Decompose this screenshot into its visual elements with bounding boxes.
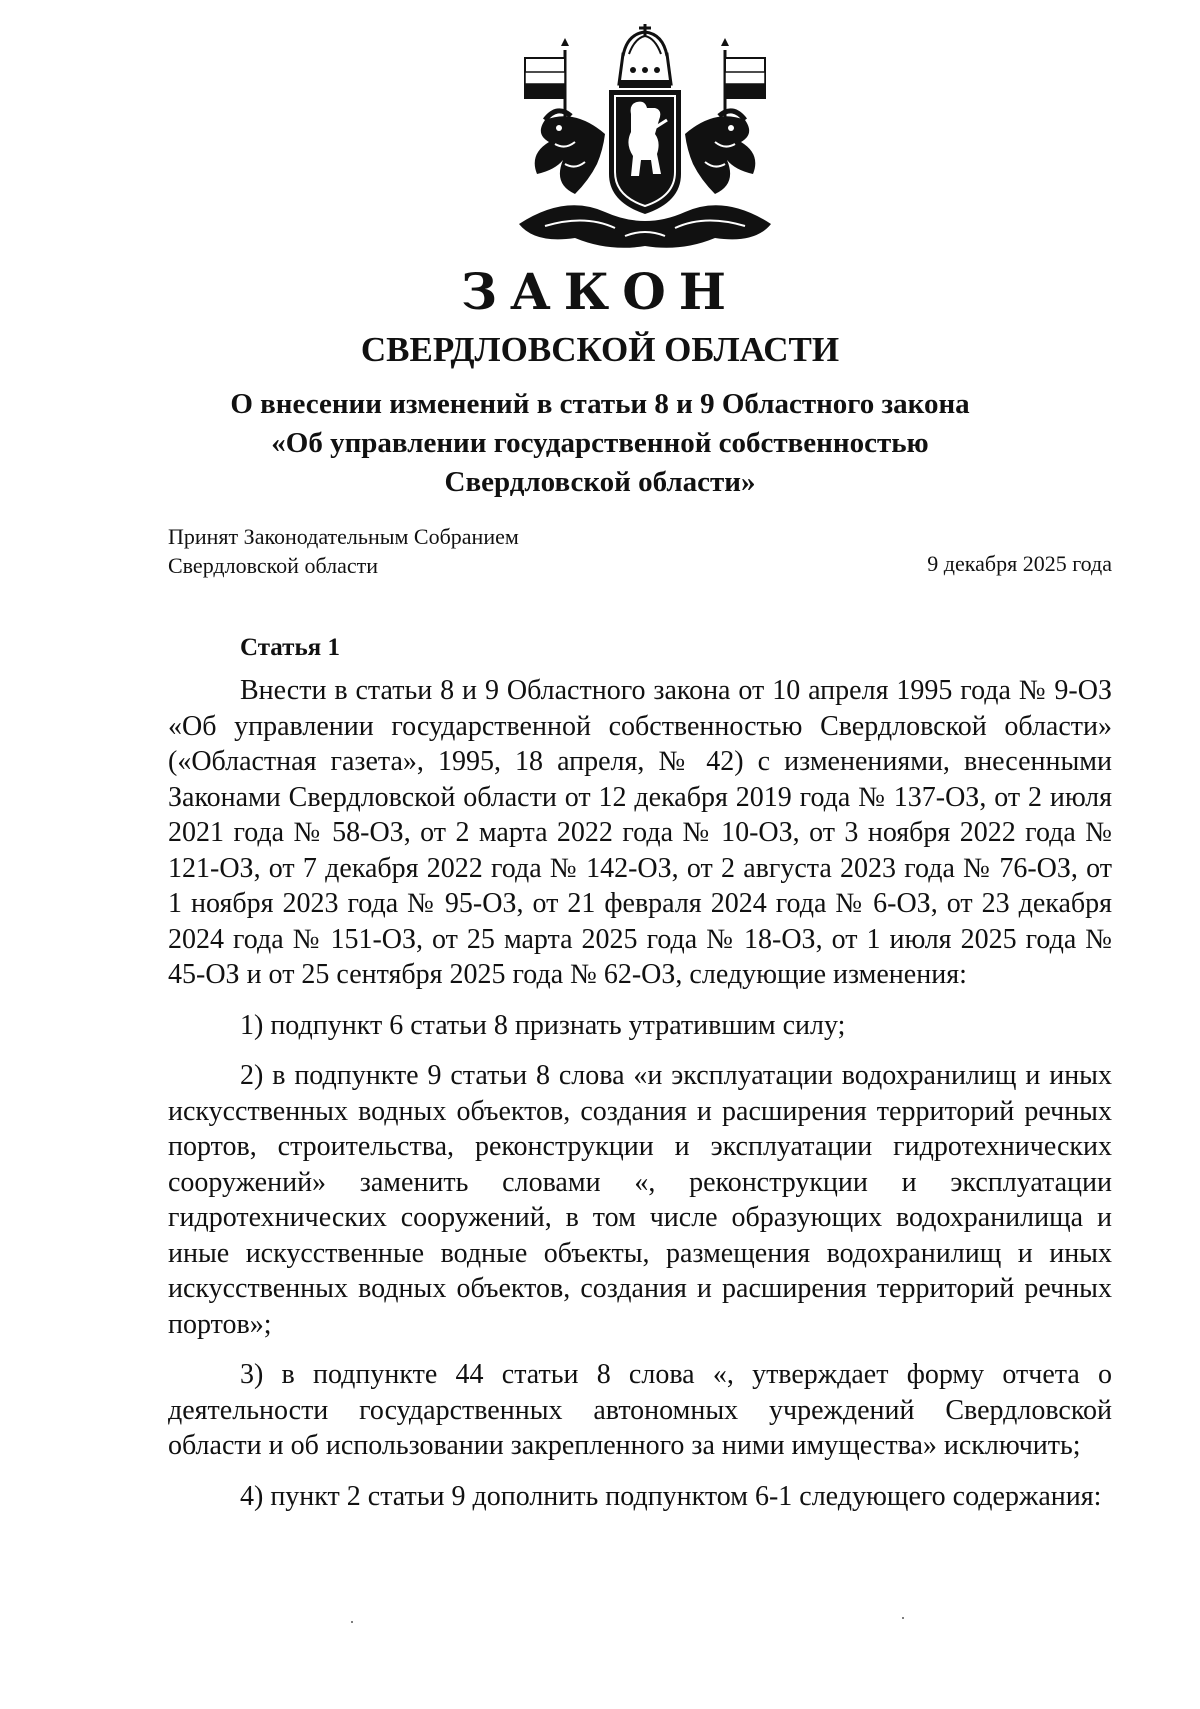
subject-line: «Об управлении государственной собственностью <box>271 427 929 459</box>
document-type-title: ЗАКОН <box>460 262 740 321</box>
adoption-line: Свердловской области <box>168 553 378 578</box>
adoption-note <box>168 522 519 580</box>
subject-line: Свердловской области» <box>444 466 756 498</box>
article-heading: Статья 1 <box>240 634 340 661</box>
coat-of-arms-icon <box>505 24 785 256</box>
crown-icon <box>619 24 671 88</box>
right-griffin-icon <box>685 111 755 194</box>
adoption-date: 9 декабря 2025 года <box>927 551 1112 576</box>
article-paragraph: Внести в статьи 8 и 9 Областного закона от 10 апреля 1995 года № 9-ОЗ «Об управлении государственной собственностью Свердловской области» («Областная газета», 1995, 18 апреля, № 42) с изменениями, внесенными Законами Свердловской области от 12 декабря 2019 года № 137-ОЗ, от 2 июля 2021 года № 58-ОЗ, от 2 марта 2022 года № 10-ОЗ, от 3 ноября 2022 года № 121-ОЗ, от 7 декабря 2022 года № 142-ОЗ, от 2 августа 2023 года № 76-ОЗ, от 1 ноября 2023 года № 95-ОЗ, от 21 февраля 2024 года № 6-ОЗ, от 23 декабря 2024 года № 151-ОЗ, от 25 марта 2025 года № 18-ОЗ, от 1 июля 2025 года № 45-ОЗ и от 25 сентября 2025 года № 62-ОЗ, следующие изменения: <box>168 675 1112 990</box>
scan-speck <box>902 1617 904 1619</box>
left-griffin-icon <box>535 111 605 194</box>
article-paragraph: 2) в подпункте 9 статьи 8 слова «и эксплуатации водохранилищ и иных искусственных водных объектов, создания и расширения территорий речных портов, строительства, реконструкции и эксплуатации гидротехнических сооружений» заменить словами «, реконструкции и эксплуатации гидротехнических сооружений, в том числе образующих водохранилища и иные искусственные водные объекты, размещения водохранилищ и иных искусственных водных объектов, создания и расширения территорий речных портов»; <box>168 1060 1112 1340</box>
adoption-line: Принят Законодательным Собранием <box>168 524 519 549</box>
article-paragraph: 1) подпункт 6 статьи 8 признать утратившим силу; <box>240 1009 846 1041</box>
article-paragraph: 3) в подпункте 44 статьи 8 слова «, утверждает форму отчета о деятельности государственных автономных учреждений Свердловской области и об использовании закрепленного за ними имущества» исключить; <box>168 1359 1112 1461</box>
article-paragraph: 4) пункт 2 статьи 9 дополнить подпунктом 6-1 следующего содержания: <box>240 1480 1102 1512</box>
article-body <box>168 673 1112 1529</box>
law-subject <box>160 385 1040 502</box>
region-title: СВЕРДЛОВСКОЙ ОБЛАСТИ <box>360 330 840 369</box>
shield-icon <box>609 90 681 214</box>
scan-speck <box>351 1621 353 1623</box>
subject-line: О внесении изменений в статьи 8 и 9 Областного закона <box>230 388 970 420</box>
